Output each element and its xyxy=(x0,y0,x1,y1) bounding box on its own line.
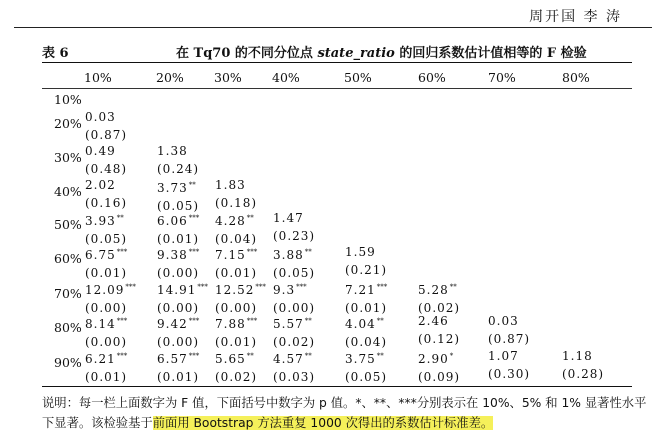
significance-stars: *** xyxy=(188,352,200,360)
f-value: 5.57 xyxy=(273,317,304,331)
p-value: (0.00) xyxy=(215,301,258,315)
table-cell xyxy=(345,349,387,385)
p-value: (0.00) xyxy=(157,266,200,280)
row-header: 90% xyxy=(54,355,82,370)
f-value-line xyxy=(345,349,387,367)
f-value: 2.02 xyxy=(85,178,116,192)
f-value: 1.59 xyxy=(345,245,376,259)
p-value: (0.05) xyxy=(273,266,316,280)
table-cell xyxy=(85,178,127,211)
p-value: (0.12) xyxy=(418,332,461,346)
f-value-line xyxy=(273,211,315,226)
significance-stars: ** xyxy=(188,181,196,189)
table-cell xyxy=(157,144,199,177)
table-cell xyxy=(85,211,127,247)
p-value: (0.00) xyxy=(157,301,200,315)
f-value-line xyxy=(418,349,460,367)
table-cell xyxy=(157,211,199,247)
f-value-line xyxy=(418,314,460,329)
significance-stars: *** xyxy=(116,248,128,256)
p-value: (0.00) xyxy=(85,335,128,349)
f-value: 4.04 xyxy=(345,317,376,331)
column-header: 80% xyxy=(562,70,590,85)
significance-stars: *** xyxy=(125,283,136,291)
f-value-line xyxy=(418,280,460,298)
f-value-line xyxy=(215,314,257,332)
column-header: 10% xyxy=(84,70,112,85)
table-cell xyxy=(215,280,266,316)
row-header: 50% xyxy=(54,217,82,232)
p-value: (0.28) xyxy=(562,367,605,381)
f-value-line xyxy=(85,178,127,193)
f-value-line xyxy=(85,280,136,298)
table-cell xyxy=(157,245,199,281)
table-cell xyxy=(488,314,530,347)
p-value: (0.04) xyxy=(345,335,388,349)
table-cell xyxy=(85,280,136,316)
p-value: (0.00) xyxy=(273,301,316,315)
row-header: 40% xyxy=(54,184,82,199)
significance-stars: *** xyxy=(246,248,258,256)
f-value: 6.57 xyxy=(157,352,188,366)
significance-stars: *** xyxy=(116,317,128,325)
p-value: (0.04) xyxy=(215,232,258,246)
note-highlighted-text: 前面用 Bootstrap 方法重复 1000 次得出的系数估计标准差。 xyxy=(152,416,494,430)
significance-stars: ** xyxy=(304,248,312,256)
f-value-line xyxy=(215,245,257,263)
table-cell xyxy=(418,314,460,347)
f-value-line xyxy=(345,245,387,260)
table-cell xyxy=(273,211,315,244)
f-value-line xyxy=(273,280,315,298)
p-value: (0.01) xyxy=(157,370,200,384)
f-value: 5.28 xyxy=(418,283,449,297)
table-cell xyxy=(157,314,199,350)
f-value: 7.15 xyxy=(215,248,246,262)
p-value: (0.09) xyxy=(418,370,461,384)
row-header: 80% xyxy=(54,320,82,335)
p-value: (0.00) xyxy=(157,335,200,349)
f-value-line xyxy=(157,314,199,332)
f-value-line xyxy=(85,110,127,125)
table-cell xyxy=(345,314,387,350)
table-cell xyxy=(85,349,127,385)
table-cell xyxy=(488,349,530,382)
p-value: (0.23) xyxy=(273,229,316,243)
f-value-line xyxy=(273,349,315,367)
f-value: 6.21 xyxy=(85,352,116,366)
table-cell xyxy=(418,349,460,385)
column-header: 20% xyxy=(156,70,184,85)
table-cell xyxy=(562,349,604,382)
f-value: 9.38 xyxy=(157,248,188,262)
f-value: 3.75 xyxy=(345,352,376,366)
f-value: 1.07 xyxy=(488,349,519,363)
row-header: 10% xyxy=(54,92,82,107)
table-cell xyxy=(273,314,315,350)
p-value: (0.01) xyxy=(85,370,128,384)
p-value: (0.01) xyxy=(85,266,128,280)
column-header: 60% xyxy=(418,70,446,85)
f-value: 3.88 xyxy=(273,248,304,262)
table-cell xyxy=(418,280,460,316)
f-value: 6.75 xyxy=(85,248,116,262)
f-value-line xyxy=(85,349,127,367)
table-note xyxy=(42,393,654,433)
f-value: 0.49 xyxy=(85,144,116,158)
table-cell xyxy=(345,280,387,316)
p-value: (0.01) xyxy=(157,232,200,246)
table-cell xyxy=(215,245,257,281)
table-title xyxy=(176,42,587,61)
f-value-line xyxy=(157,280,208,298)
table-cell xyxy=(85,245,127,281)
significance-stars: ** xyxy=(116,214,124,222)
table-cell xyxy=(273,349,315,385)
table-cell xyxy=(157,349,199,385)
table-cell xyxy=(85,314,127,350)
p-value: (0.00) xyxy=(85,301,128,315)
f-value-line xyxy=(273,314,315,332)
table-title-variable: state_ratio xyxy=(317,46,395,61)
f-value-line xyxy=(488,349,530,364)
row-header: 20% xyxy=(54,116,82,131)
significance-stars: *** xyxy=(376,283,388,291)
p-value: (0.48) xyxy=(85,162,128,176)
f-value-line xyxy=(157,349,199,367)
header-separator-rule xyxy=(42,88,632,89)
f-value: 2.46 xyxy=(418,314,449,328)
table-bottom-rule xyxy=(42,386,632,387)
f-value-line xyxy=(345,280,387,298)
f-value: 12.09 xyxy=(85,283,125,297)
significance-stars: *** xyxy=(188,214,200,222)
p-value: (0.87) xyxy=(85,128,128,142)
f-value: 1.47 xyxy=(273,211,304,225)
table-cell xyxy=(157,280,208,316)
p-value: (0.03) xyxy=(273,370,316,384)
column-header: 50% xyxy=(344,70,372,85)
table-cell xyxy=(273,245,315,281)
significance-stars: *** xyxy=(188,317,200,325)
f-value: 4.28 xyxy=(215,214,246,228)
f-value-line xyxy=(215,349,257,367)
p-value: (0.05) xyxy=(157,199,200,213)
table-cell xyxy=(157,178,199,214)
f-value: 4.57 xyxy=(273,352,304,366)
f-value-line xyxy=(85,144,127,159)
significance-stars: ** xyxy=(246,352,254,360)
table-cell xyxy=(215,178,257,211)
f-value: 6.06 xyxy=(157,214,188,228)
p-value: (0.01) xyxy=(345,301,388,315)
significance-stars: *** xyxy=(197,283,208,291)
f-value-line xyxy=(157,144,199,159)
note-text: 说明：每一栏上面数字为 F 值，下面括号中数字为 p 值。*、**、***分别表示在 10%、5% 和 1% 显著性水平下显著。该检验基于 xyxy=(42,396,647,430)
significance-stars: *** xyxy=(188,248,200,256)
header-rule xyxy=(14,27,652,28)
p-value: (0.87) xyxy=(488,332,531,346)
f-value: 3.73 xyxy=(157,181,188,195)
f-value-line xyxy=(273,245,315,263)
table-label: 表 6 xyxy=(42,46,69,61)
p-value: (0.02) xyxy=(215,370,258,384)
f-value-line xyxy=(85,211,127,229)
f-value: 1.38 xyxy=(157,144,188,158)
f-value: 9.42 xyxy=(157,317,188,331)
f-value-line xyxy=(215,211,257,229)
p-value: (0.02) xyxy=(418,301,461,315)
column-header: 70% xyxy=(488,70,516,85)
p-value: (0.18) xyxy=(215,196,258,210)
table-cell xyxy=(273,280,315,316)
significance-stars: *** xyxy=(116,352,128,360)
p-value: (0.01) xyxy=(215,335,258,349)
f-value: 12.52 xyxy=(215,283,255,297)
p-value: (0.01) xyxy=(215,266,258,280)
p-value: (0.05) xyxy=(345,370,388,384)
p-value: (0.16) xyxy=(85,196,128,210)
significance-stars: *** xyxy=(296,283,307,291)
column-header: 40% xyxy=(272,70,300,85)
f-value-line xyxy=(157,211,199,229)
p-value: (0.30) xyxy=(488,367,531,381)
f-value: 0.03 xyxy=(85,110,116,124)
f-value-line xyxy=(157,178,199,196)
f-value-line xyxy=(215,280,266,298)
p-value: (0.05) xyxy=(85,232,128,246)
row-header: 60% xyxy=(54,251,82,266)
f-value: 8.14 xyxy=(85,317,116,331)
p-value: (0.24) xyxy=(157,162,200,176)
f-value: 2.90 xyxy=(418,352,449,366)
table-top-rule xyxy=(42,62,632,63)
significance-stars: * xyxy=(449,352,454,360)
p-value: (0.02) xyxy=(273,335,316,349)
f-value-line xyxy=(562,349,604,364)
table-title-post: 的回归系数估计值相等的 F 检验 xyxy=(394,46,587,61)
significance-stars: ** xyxy=(376,352,384,360)
f-value: 14.91 xyxy=(157,283,197,297)
table-cell xyxy=(215,314,257,350)
significance-stars: ** xyxy=(246,214,254,222)
row-header: 30% xyxy=(54,150,82,165)
f-value-line xyxy=(85,245,127,263)
significance-stars: ** xyxy=(304,317,312,325)
p-value: (0.21) xyxy=(345,263,388,277)
significance-stars: ** xyxy=(449,283,457,291)
f-value: 1.83 xyxy=(215,178,246,192)
f-value: 1.18 xyxy=(562,349,593,363)
significance-stars: *** xyxy=(246,317,258,325)
f-value: 7.21 xyxy=(345,283,376,297)
f-value-line xyxy=(85,314,127,332)
f-value: 7.88 xyxy=(215,317,246,331)
table-title-pre: 在 Tq70 的不同分位点 xyxy=(176,46,318,61)
row-header: 70% xyxy=(54,286,82,301)
f-value-line xyxy=(345,314,387,332)
f-value-line xyxy=(215,178,257,193)
running-header-authors: 周开国 李 涛 xyxy=(529,9,622,25)
table-cell xyxy=(85,144,127,177)
column-header: 30% xyxy=(214,70,242,85)
table-cell xyxy=(215,211,257,247)
f-value: 0.03 xyxy=(488,314,519,328)
significance-stars: ** xyxy=(376,317,384,325)
f-value: 3.93 xyxy=(85,214,116,228)
table-cell xyxy=(345,245,387,278)
significance-stars: *** xyxy=(255,283,266,291)
table-cell xyxy=(215,349,257,385)
f-value-line xyxy=(157,245,199,263)
f-value: 5.65 xyxy=(215,352,246,366)
f-value: 9.3 xyxy=(273,283,296,297)
significance-stars: ** xyxy=(304,352,312,360)
f-value-line xyxy=(488,314,530,329)
table-cell xyxy=(85,110,127,143)
